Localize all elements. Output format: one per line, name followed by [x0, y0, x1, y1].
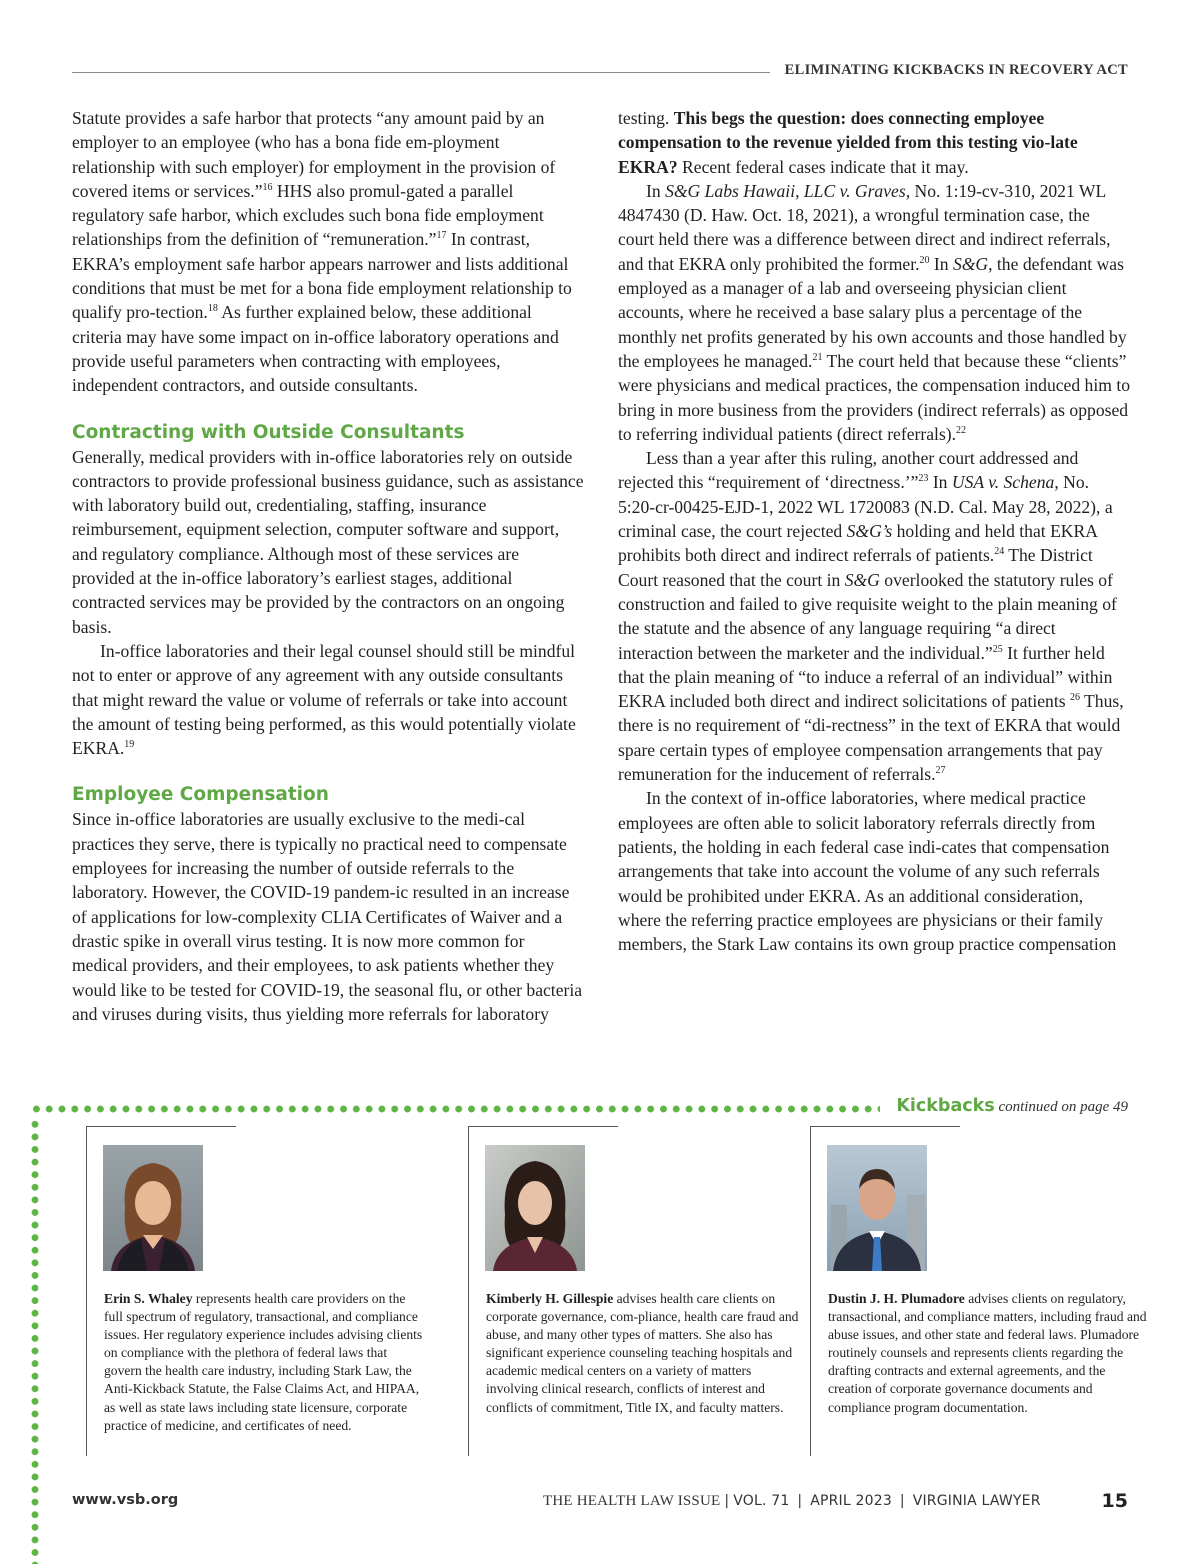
- section-heading-employee-compensation: Employee Compensation: [72, 784, 329, 806]
- bio-frame: [468, 1126, 469, 1456]
- footnote-ref: 20: [919, 254, 930, 266]
- continued-note: Kickbacks continued on page 49: [896, 1096, 1128, 1116]
- author-bio-3: [810, 1126, 1147, 1456]
- author-bio-1: [86, 1126, 423, 1456]
- footnote-ref: 16: [262, 182, 273, 194]
- footnote-ref: 23: [918, 473, 929, 485]
- footnote-ref: 22: [956, 425, 967, 436]
- author-name: Erin S. Whaley: [104, 1291, 193, 1306]
- left-paragraph-1: Statute provides a safe harbor that protects “any amount paid by an employer to an employee (who has a bona fide em-ployment relationship with such employer) for employment in the provision of covered items or services.”$^{16}$ HHS also promul-gated a parallel regulatory safe harbor, which excludes such bona fide employment relationships from the definition of “remuneration.”$^{17}$ In contrast, EKRA’s employment safe harbor appears narrower and lists additional conditions that must be met for a bona fide employment relationship to qualify pro-tection.$^{18}$ As further explained below, these additional criteria may have some impact on in-office laboratory operations and provide useful parameters when contracting with employees, independent contractors, and outside consultants.: [72, 108, 572, 396]
- footer-url: www.vsb.org: [72, 1492, 179, 1508]
- bio-frame: [810, 1126, 960, 1127]
- author-name: Kimberly H. Gillespie: [486, 1291, 614, 1306]
- author-photo: [485, 1145, 585, 1271]
- author-name: Dustin J. H. Plumadore: [828, 1291, 965, 1306]
- dotted-border-top: [30, 1104, 880, 1114]
- right-paragraph-4: In the context of in-office laboratories, where medical practice employees are often able to solicit laboratory referrals directly from patients, the holding in each federal case indi-cates that compensation arrangements that take into account the volume of any such referrals would be prohibited under EKRA. As an additional consideration, where the referring practice employees are physicians or their family members, the Stark Law contains its own group practice compensation: [618, 788, 1117, 955]
- bio-frame: [86, 1126, 87, 1456]
- left-paragraph-3: In-office laboratories and their legal counsel should still be mindful not to enter or approve of any agreement with any outside consultants that might reward the value or volume of referrals or take into account the amount of testing being performed, as this would potentially violate EKRA.$^{19}$: [72, 640, 576, 759]
- bio-frame: [86, 1126, 236, 1127]
- bio-frame: [810, 1126, 811, 1456]
- footnote-ref: 19: [124, 739, 135, 751]
- continued-keyword: Kickbacks: [896, 1096, 995, 1116]
- author-bio-2: [468, 1126, 799, 1456]
- footnote-ref: 26: [1069, 692, 1080, 704]
- author-bio-text: Erin S. Whaley represents health care providers on the full spectrum of regulatory, transactional, and compliance issues. Her regulatory experience includes advising clients on compliance with the plethora of federal laws that govern the health care industry, including Stark Law, the Anti-Kickback Statute, the False Claims Act, and HIPAA, as well as state laws including state licensure, corporate practice of medicine, and certificates of need.: [104, 1291, 423, 1433]
- bio-frame: [468, 1126, 618, 1127]
- running-head: ELIMINATING KICKBACKS IN RECOVERY ACT: [784, 62, 1128, 78]
- section-heading-outside-consultants: Contracting with Outside Consultants: [72, 421, 465, 443]
- right-paragraph-2: In S&G Labs Hawaii, LLC v. Graves, No. 1:19-cv-310, 2021 WL 4847430 (D. Haw. Oct. 18, 2021), a wrongful termination case, the court held there was a difference between direct and indirect referrals, and that EKRA only prohibited the former.$^{20}$ In S&G, the defendant was employed as a manager of a lab and overseeing physician client accounts, where he received a base salary plus a percentage of the monthly net profits generated by his own accounts and those handled by the employees he managed.$^{21}$ The court held that because these “clients” were physicians and medical practices, the compensation induced him to bring in more business from the providers (indirect referrals) as opposed to referring individual patients (direct referrals).$^{22}$: [618, 180, 1131, 444]
- dotted-border-left: [30, 1118, 40, 1564]
- author-bio-text: Kimberly H. Gillespie advises health care clients on corporate governance, com-pliance, health care fraud and abuse, and many other types of matters. She also has significant experience counseling teaching hospitals and academic medical centers on a variety of matters involving clinical research, conflicts of interest and conflicts of commitment, Title IX, and faculty matters.: [486, 1291, 799, 1415]
- footer-publication: THE HEALTH LAW ISSUE | VOL. 71 | APRIL 2023 | VIRGINIA LAWYER: [543, 1493, 1041, 1509]
- right-column: [618, 106, 1130, 956]
- right-paragraph-1: testing. This begs the question: does connecting employee compensation to the revenue yielded from this testing vio-late EKRA? Recent federal cases indicate that it may.: [618, 108, 1078, 177]
- author-photo: [103, 1145, 203, 1271]
- page-number: 15: [1101, 1490, 1128, 1512]
- footnote-ref: 27: [935, 765, 946, 777]
- footnote-ref: 18: [207, 303, 218, 315]
- author-photo: [827, 1145, 927, 1271]
- right-paragraph-3: Less than a year after this ruling, another court addressed and rejected this “requirement of ‘directness.’”$^{23}$ In USA v. Schena, No. 5:20-cr-00425-EJD-1, 2022 WL 1720083 (N.D. Cal. May 28, 2022), a criminal case, the court rejected S&G’s holding and held that EKRA prohibits both direct and indirect referrals of patients.$^{24}$ The District Court reasoned that the court in S&G overlooked the statutory rules of construction and failed to give requisite weight to the plain meaning of the statute and the absence of any language requiring “a direct interaction between the marketer and the individual.”$^{25}$ It further held that the plain meaning of “to induce a referral of an individual” within EKRA included both direct and indirect solicitations of patients $^{26}$ Thus, there is no requirement of “di-rectness” in the text of EKRA that would spare certain types of employee compensation arrangements that pay remuneration for the inducement of referrals.$^{27}$: [618, 448, 1124, 785]
- footnote-ref: 24: [994, 546, 1005, 558]
- header-rule: [72, 72, 770, 73]
- footnote-ref: 25: [992, 643, 1003, 655]
- left-paragraph-4: Since in-office laboratories are usually exclusive to the medi-cal practices they serve, there is typically no practical need to compensate employees for increasing the number of outside referrals to the laboratory. However, the COVID-19 pandem-ic resulted in an increase of applications for low-complexity CLIA Certificates of Waiver and a drastic spike in overall virus testing. It is now more common for medical providers, and their employees, to ask patients whether they would like to be tested for COVID-19, the seasonal flu, or other bacteria and viruses during visits, thus yielding more referrals for laboratory: [72, 809, 583, 1024]
- footnote-ref: 21: [812, 352, 823, 364]
- left-paragraph-2: Generally, medical providers with in-office laboratories rely on outside contractors to provide professional business guidance, such as assistance with laboratory build out, credentialing, staffing, insurance reimbursement, equipment selection, computer software and support, and regulatory compliance. Although most of these services are provided at the in-office laboratory’s earliest stages, additional contracted services may be provided by the contractors on an ongoing basis.: [72, 446, 584, 637]
- footnote-ref: 17: [436, 230, 447, 242]
- author-bio-text: Dustin J. H. Plumadore advises clients on regulatory, transactional, and compliance matters, including fraud and abuse issues, and other state and federal laws. Plumadore routinely counsels and represents clients regarding the drafting contracts and external agreements, and the creation of corporate governance documents and compliance program documentation.: [828, 1291, 1147, 1415]
- left-column: [72, 106, 584, 1026]
